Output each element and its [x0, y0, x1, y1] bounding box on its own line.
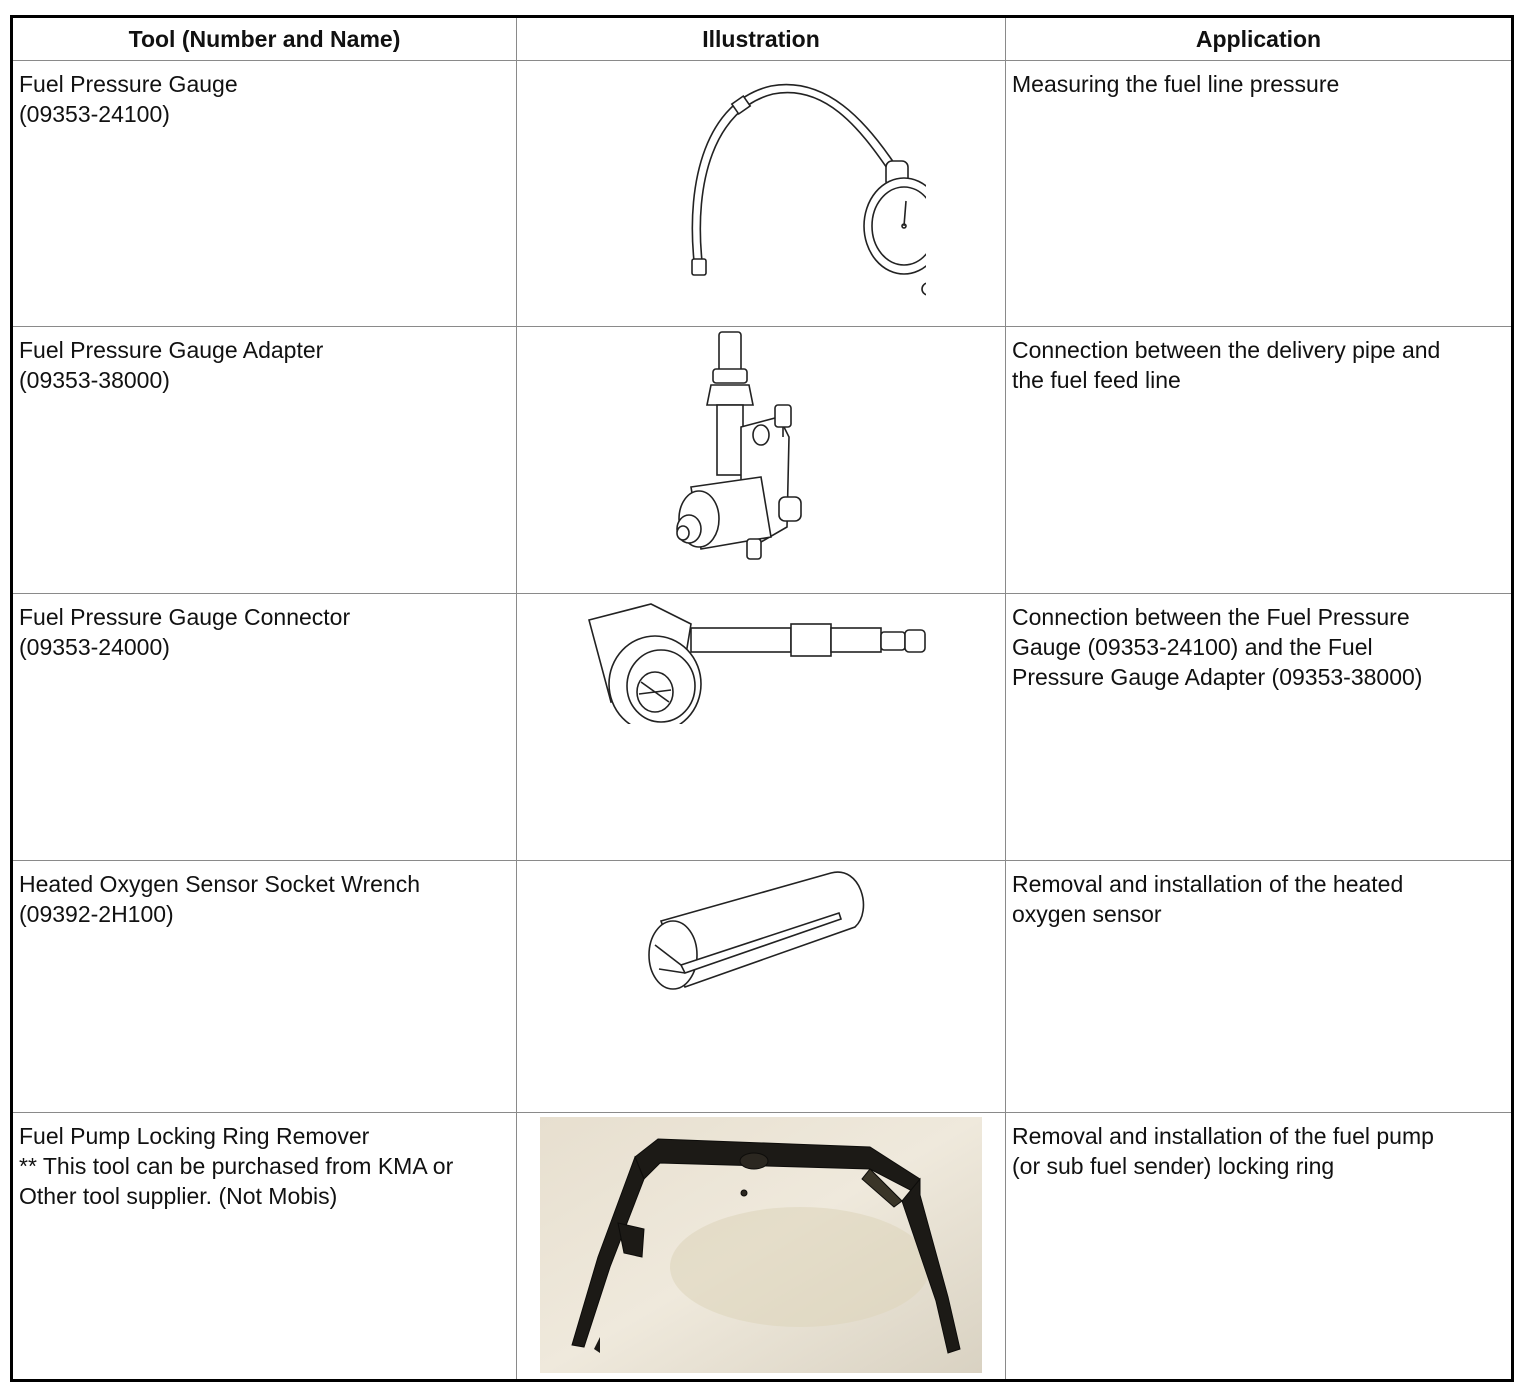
tool-number: (09392-2H100) [19, 901, 174, 927]
locking-ring-remover-photo [540, 1117, 982, 1373]
tool-number: ** This tool can be purchased from KMA or Other tool supplier. (Not Mobis) [19, 1153, 454, 1209]
application-cell [1006, 861, 1513, 1113]
table-row [12, 861, 1513, 1113]
application-text: Connection between the Fuel Pressure Gauge (09353-24100) and the Fuel Pressure Gauge Adapter (09353-38000) [1012, 604, 1423, 690]
tool-name: Fuel Pressure Gauge Adapter [19, 337, 324, 363]
table-row [12, 594, 1513, 861]
table-row [12, 61, 1513, 327]
illustration-cell [517, 327, 1006, 594]
application-cell [1006, 594, 1513, 861]
tool-number: (09353-24000) [19, 634, 170, 660]
socket-wrench-icon [641, 861, 881, 1011]
application-text: Measuring the fuel line pressure [1012, 71, 1340, 97]
table-row [12, 327, 1513, 594]
tool-cell [12, 594, 517, 861]
tool-cell [12, 861, 517, 1113]
header-application: Application [1006, 17, 1513, 61]
special-tools-table [10, 15, 1514, 1382]
application-cell [1006, 1113, 1513, 1381]
application-text: Removal and installation of the heated oxygen sensor [1012, 871, 1404, 927]
header-tool: Tool (Number and Name) [12, 17, 517, 61]
header-illustration: Illustration [517, 17, 1006, 61]
tool-number: (09353-38000) [19, 367, 170, 393]
application-cell [1006, 327, 1513, 594]
illustration-cell [517, 594, 1006, 861]
tool-name: Fuel Pump Locking Ring Remover [19, 1123, 370, 1149]
application-cell [1006, 61, 1513, 327]
tool-name: Fuel Pressure Gauge Connector [19, 604, 351, 630]
fuel-pressure-gauge-icon [596, 61, 926, 311]
illustration-cell [517, 1113, 1006, 1381]
application-text: Connection between the delivery pipe and the fuel feed line [1012, 337, 1441, 393]
tool-name: Heated Oxygen Sensor Socket Wrench [19, 871, 421, 897]
fuel-pressure-gauge-adapter-icon [661, 327, 861, 567]
tool-cell [12, 327, 517, 594]
tool-number: (09353-24100) [19, 101, 170, 127]
table-row [12, 1113, 1513, 1381]
illustration-cell [517, 861, 1006, 1113]
fuel-pressure-gauge-connector-icon [581, 594, 941, 724]
illustration-cell [517, 61, 1006, 327]
tool-name: Fuel Pressure Gauge [19, 71, 238, 97]
header-row [12, 17, 1513, 61]
tool-cell [12, 1113, 517, 1381]
application-text: Removal and installation of the fuel pump (or sub fuel sender) locking ring [1012, 1123, 1434, 1179]
tool-cell [12, 61, 517, 327]
